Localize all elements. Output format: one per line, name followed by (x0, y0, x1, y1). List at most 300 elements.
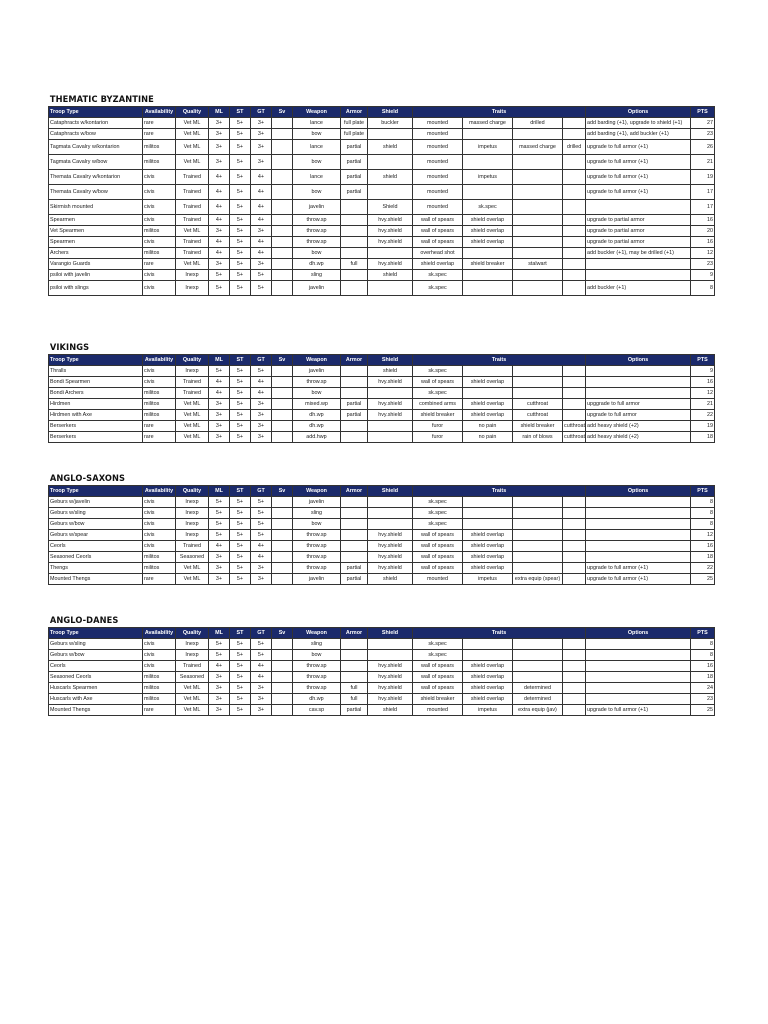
table-cell: hvy.shield (368, 399, 413, 410)
table-cell: wall of spears (413, 226, 463, 237)
column-header: Weapon (293, 107, 341, 118)
troop-table (48, 354, 715, 443)
table-cell: extra equip (spear) (513, 574, 563, 585)
table-cell: civis (143, 661, 176, 672)
table-cell: hvy.shield (368, 410, 413, 421)
table-cell: lance (293, 170, 341, 185)
table-cell: hvy.shield (368, 563, 413, 574)
table-cell: throw.sp (293, 226, 341, 237)
table-cell: shield overlap (463, 541, 513, 552)
table-cell: 5+ (230, 541, 251, 552)
table-cell: 5+ (251, 639, 272, 650)
table-cell (341, 661, 368, 672)
table-cell (563, 118, 586, 129)
table-cell (272, 140, 293, 155)
table-cell: 4+ (209, 215, 230, 226)
table-cell: 18 (691, 672, 715, 683)
table-cell: Vet ML (176, 410, 209, 421)
table-cell (513, 497, 563, 508)
table-cell (368, 388, 413, 399)
table-cell: upgrade to full armor (+1) (586, 574, 691, 585)
table-cell (341, 237, 368, 248)
table-cell: 5+ (230, 388, 251, 399)
table-cell: shield breaker (463, 259, 513, 270)
table-cell: militos (143, 563, 176, 574)
table-row (49, 432, 715, 443)
column-header: Weapon (293, 355, 341, 366)
table-cell: Mounted Thengs (49, 574, 143, 585)
table-cell: partial (341, 140, 368, 155)
table-cell: rain of blows (513, 432, 563, 443)
table-cell: Vet ML (176, 574, 209, 585)
table-cell: 5+ (230, 705, 251, 716)
table-cell (563, 281, 586, 296)
table-cell (463, 281, 513, 296)
table-cell: 5+ (209, 508, 230, 519)
table-cell: sling (293, 508, 341, 519)
table-cell (368, 508, 413, 519)
column-header: Armor (341, 486, 368, 497)
table-cell (563, 508, 586, 519)
table-cell: 3+ (251, 574, 272, 585)
table-cell: partial (341, 399, 368, 410)
column-header: Sv (272, 355, 293, 366)
table-cell: 4+ (209, 388, 230, 399)
table-cell (272, 226, 293, 237)
table-cell (341, 508, 368, 519)
table-cell: shield (368, 574, 413, 585)
table-cell: no pain (463, 421, 513, 432)
table-cell (586, 552, 691, 563)
table-cell (341, 519, 368, 530)
table-cell: javelin (293, 281, 341, 296)
table-cell: 3+ (209, 705, 230, 716)
table-cell: 5+ (251, 650, 272, 661)
table-cell: 21 (691, 155, 715, 170)
column-header: GT (251, 486, 272, 497)
table-cell: impetus (463, 140, 513, 155)
table-cell (463, 366, 513, 377)
table-cell: 3+ (209, 129, 230, 140)
table-cell (563, 497, 586, 508)
table-cell: 17 (691, 185, 715, 200)
table-cell: add barding (+1), upgrade to shield (+1) (586, 118, 691, 129)
table-cell (341, 639, 368, 650)
table-cell: bow (293, 155, 341, 170)
table-cell: Trained (176, 215, 209, 226)
table-cell: 8 (691, 519, 715, 530)
table-cell: 12 (691, 248, 715, 259)
table-cell: Hirdmen with Axe (49, 410, 143, 421)
table-cell: civis (143, 215, 176, 226)
table-cell (272, 497, 293, 508)
column-header: ML (209, 486, 230, 497)
table-cell: cav.sp (293, 705, 341, 716)
table-cell: 5+ (230, 530, 251, 541)
table-cell: Hirdmen (49, 399, 143, 410)
table-cell: impetus (463, 705, 513, 716)
table-cell: javelin (293, 366, 341, 377)
table-cell: 4+ (209, 661, 230, 672)
table-cell: 23 (691, 129, 715, 140)
table-cell: cutthroat (563, 421, 586, 432)
table-cell: 3+ (209, 140, 230, 155)
table-cell: partial (341, 185, 368, 200)
table-row (49, 248, 715, 259)
table-cell: 3+ (251, 259, 272, 270)
table-cell (341, 215, 368, 226)
table-cell: 3+ (251, 683, 272, 694)
table-cell: Vet ML (176, 118, 209, 129)
table-cell: 19 (691, 170, 715, 185)
table-cell (563, 259, 586, 270)
table-cell: bow (293, 519, 341, 530)
table-cell: civis (143, 185, 176, 200)
table-cell: 5+ (230, 683, 251, 694)
table-cell (463, 639, 513, 650)
table-cell (272, 530, 293, 541)
table-cell: militos (143, 155, 176, 170)
table-cell: wall of spears (413, 530, 463, 541)
table-cell (368, 650, 413, 661)
table-cell: shield overlap (463, 530, 513, 541)
table-cell: 5+ (251, 497, 272, 508)
table-cell: 4+ (209, 170, 230, 185)
table-cell: 5+ (230, 281, 251, 296)
table-cell: throw.sp (293, 683, 341, 694)
table-cell: Inexp (176, 519, 209, 530)
table-cell (463, 388, 513, 399)
table-cell: shield breaker (413, 694, 463, 705)
table-cell (368, 519, 413, 530)
table-cell (586, 661, 691, 672)
table-cell: 3+ (209, 118, 230, 129)
table-cell: 5+ (230, 432, 251, 443)
table-cell: Geburs w/spear (49, 530, 143, 541)
table-cell (563, 270, 586, 281)
table-cell: Vet ML (176, 140, 209, 155)
table-cell: Varangio Guards (49, 259, 143, 270)
table-cell: 22 (691, 563, 715, 574)
table-cell (563, 226, 586, 237)
table-cell: rare (143, 259, 176, 270)
table-cell (563, 694, 586, 705)
table-cell (272, 248, 293, 259)
table-cell: Geburs w/bow (49, 519, 143, 530)
column-header: Troop Type (49, 486, 143, 497)
table-cell: 4+ (251, 200, 272, 215)
table-cell: full plate (341, 118, 368, 129)
table-cell: 3+ (251, 129, 272, 140)
column-header: PTS (691, 355, 715, 366)
table-cell: 5+ (230, 410, 251, 421)
table-row (49, 215, 715, 226)
table-cell: 3+ (251, 563, 272, 574)
table-cell: 8 (691, 508, 715, 519)
table-cell: buckler (368, 118, 413, 129)
table-cell: throw.sp (293, 377, 341, 388)
table-cell (563, 366, 586, 377)
table-cell (563, 541, 586, 552)
table-cell: 3+ (251, 118, 272, 129)
table-cell (272, 541, 293, 552)
table-cell: 3+ (209, 399, 230, 410)
table-cell: militos (143, 140, 176, 155)
table-cell: shield (368, 140, 413, 155)
table-cell (563, 705, 586, 716)
table-cell: mounted (413, 185, 463, 200)
table-row (49, 672, 715, 683)
table-cell: Seasoned Ceorls (49, 552, 143, 563)
column-header: ML (209, 628, 230, 639)
table-row (49, 639, 715, 650)
table-cell: militos (143, 694, 176, 705)
table-cell (563, 639, 586, 650)
table-cell (272, 155, 293, 170)
table-row (49, 519, 715, 530)
table-cell: 4+ (209, 377, 230, 388)
table-cell: shield overlap (463, 694, 513, 705)
column-header: Availability (143, 628, 176, 639)
table-cell (272, 650, 293, 661)
table-cell: Seasoned (176, 672, 209, 683)
table-row (49, 270, 715, 281)
table-cell (586, 650, 691, 661)
table-cell: Spearmen (49, 237, 143, 248)
table-cell (341, 530, 368, 541)
table-cell: civis (143, 170, 176, 185)
table-cell: hvy.shield (368, 377, 413, 388)
table-row (49, 530, 715, 541)
table-cell: 5+ (230, 508, 251, 519)
table-cell: bow (293, 129, 341, 140)
table-cell: 8 (691, 639, 715, 650)
table-cell: 4+ (251, 377, 272, 388)
table-cell: 3+ (251, 399, 272, 410)
table-cell: wall of spears (413, 563, 463, 574)
table-row (49, 399, 715, 410)
table-cell: 4+ (209, 185, 230, 200)
column-header: GT (251, 107, 272, 118)
table-cell: militos (143, 552, 176, 563)
table-cell (272, 574, 293, 585)
table-cell: furor (413, 421, 463, 432)
table-cell: extra equip (jav) (513, 705, 563, 716)
table-row (49, 118, 715, 129)
table-cell: rare (143, 574, 176, 585)
table-cell: 5+ (230, 399, 251, 410)
section-thematic-byzantine (48, 94, 714, 296)
table-cell: 5+ (230, 421, 251, 432)
column-header: ST (230, 486, 251, 497)
table-cell: 5+ (230, 519, 251, 530)
table-cell: Inexp (176, 530, 209, 541)
column-header: Traits (413, 107, 586, 118)
table-cell: 16 (691, 377, 715, 388)
table-cell (368, 248, 413, 259)
section-vikings (48, 342, 714, 443)
table-cell: shield overlap (463, 563, 513, 574)
table-cell: combined arms (413, 399, 463, 410)
table-cell: determined (513, 694, 563, 705)
table-cell (368, 281, 413, 296)
table-cell: throw.sp (293, 541, 341, 552)
table-cell: rare (143, 705, 176, 716)
table-cell (513, 129, 563, 140)
table-cell (513, 185, 563, 200)
table-cell: Inexp (176, 497, 209, 508)
table-cell (586, 694, 691, 705)
table-row (49, 410, 715, 421)
table-cell (513, 281, 563, 296)
table-cell: full (341, 259, 368, 270)
table-cell: hvy.shield (368, 237, 413, 248)
table-cell: Thralls (49, 366, 143, 377)
table-cell: mounted (413, 170, 463, 185)
table-cell: Trained (176, 661, 209, 672)
table-cell (272, 519, 293, 530)
table-cell: 5+ (230, 672, 251, 683)
table-cell: hvy.shield (368, 694, 413, 705)
table-cell: Archers (49, 248, 143, 259)
table-cell: civis (143, 200, 176, 215)
column-header: Troop Type (49, 628, 143, 639)
table-cell: sling (293, 270, 341, 281)
table-cell: civis (143, 377, 176, 388)
table-cell: 3+ (209, 683, 230, 694)
table-cell: shield overlap (463, 377, 513, 388)
table-cell: cutthroat (513, 410, 563, 421)
table-cell: Berserkers (49, 432, 143, 443)
table-cell (341, 248, 368, 259)
table-cell: 16 (691, 215, 715, 226)
column-header: Traits (413, 628, 586, 639)
table-cell (368, 421, 413, 432)
table-cell: militos (143, 226, 176, 237)
table-cell (341, 432, 368, 443)
table-cell (272, 410, 293, 421)
column-header: ML (209, 355, 230, 366)
table-cell: shield overlap (463, 661, 513, 672)
column-header: Shield (368, 107, 413, 118)
table-cell (272, 185, 293, 200)
table-cell: upgrade to partial armor (586, 215, 691, 226)
column-header: Options (586, 628, 691, 639)
table-cell (272, 683, 293, 694)
table-cell (368, 432, 413, 443)
table-cell: 5+ (230, 170, 251, 185)
table-cell (586, 519, 691, 530)
table-cell: 3+ (251, 432, 272, 443)
table-cell: Ceorls (49, 541, 143, 552)
table-cell: full plate (341, 129, 368, 140)
table-cell (341, 541, 368, 552)
table-row (49, 552, 715, 563)
table-cell (563, 237, 586, 248)
table-cell: 3+ (209, 552, 230, 563)
table-cell: 12 (691, 388, 715, 399)
table-cell: 3+ (251, 155, 272, 170)
table-cell: 4+ (251, 215, 272, 226)
table-cell (368, 155, 413, 170)
table-cell: sk.spec (413, 650, 463, 661)
table-cell: 5+ (230, 118, 251, 129)
table-cell (272, 672, 293, 683)
table-cell: 5+ (230, 237, 251, 248)
table-cell: wall of spears (413, 377, 463, 388)
table-cell: Geburs w/sling (49, 508, 143, 519)
column-header: ST (230, 628, 251, 639)
table-cell (463, 508, 513, 519)
table-cell: militos (143, 399, 176, 410)
table-cell: impetus (463, 170, 513, 185)
column-header: Sv (272, 107, 293, 118)
table-cell (563, 410, 586, 421)
table-cell: upgrade to full armor (+1) (586, 563, 691, 574)
table-cell: upgrade to full armor (+1) (586, 705, 691, 716)
column-header: Availability (143, 355, 176, 366)
table-cell: 22 (691, 410, 715, 421)
table-cell (463, 497, 513, 508)
table-cell: 16 (691, 541, 715, 552)
table-cell (272, 563, 293, 574)
table-cell: bow (293, 650, 341, 661)
table-cell: Berserkers (49, 421, 143, 432)
table-cell: 5+ (209, 639, 230, 650)
table-cell: Vet ML (176, 226, 209, 237)
table-cell: civis (143, 519, 176, 530)
table-cell (272, 508, 293, 519)
table-cell: Cataphracts w/kontarion (49, 118, 143, 129)
table-cell: mounted (413, 705, 463, 716)
table-cell (341, 388, 368, 399)
table-cell: Vet ML (176, 421, 209, 432)
table-cell: 3+ (209, 410, 230, 421)
table-cell (563, 563, 586, 574)
table-cell: Vet ML (176, 129, 209, 140)
column-header: GT (251, 628, 272, 639)
table-cell: psiloi with slings (49, 281, 143, 296)
table-cell: 5+ (230, 215, 251, 226)
table-cell: 20 (691, 226, 715, 237)
table-cell: rare (143, 421, 176, 432)
table-cell: Themata Cavalry w/bow (49, 185, 143, 200)
table-cell (272, 552, 293, 563)
table-cell: civis (143, 281, 176, 296)
table-cell: 21 (691, 399, 715, 410)
section-title: VIKINGS (49, 343, 90, 353)
table-cell (586, 270, 691, 281)
table-cell: 4+ (251, 185, 272, 200)
column-header: GT (251, 355, 272, 366)
table-cell: 9 (691, 270, 715, 281)
table-row (49, 563, 715, 574)
table-row (49, 683, 715, 694)
table-cell: 3+ (209, 563, 230, 574)
table-cell (463, 185, 513, 200)
table-cell: 5+ (251, 366, 272, 377)
table-cell (513, 226, 563, 237)
table-cell: 3+ (251, 421, 272, 432)
table-cell (513, 661, 563, 672)
table-cell: 5+ (230, 497, 251, 508)
table-cell (272, 705, 293, 716)
table-cell: 18 (691, 552, 715, 563)
table-cell: civis (143, 366, 176, 377)
table-cell (341, 200, 368, 215)
table-cell: 19 (691, 421, 715, 432)
column-header: Quality (176, 486, 209, 497)
